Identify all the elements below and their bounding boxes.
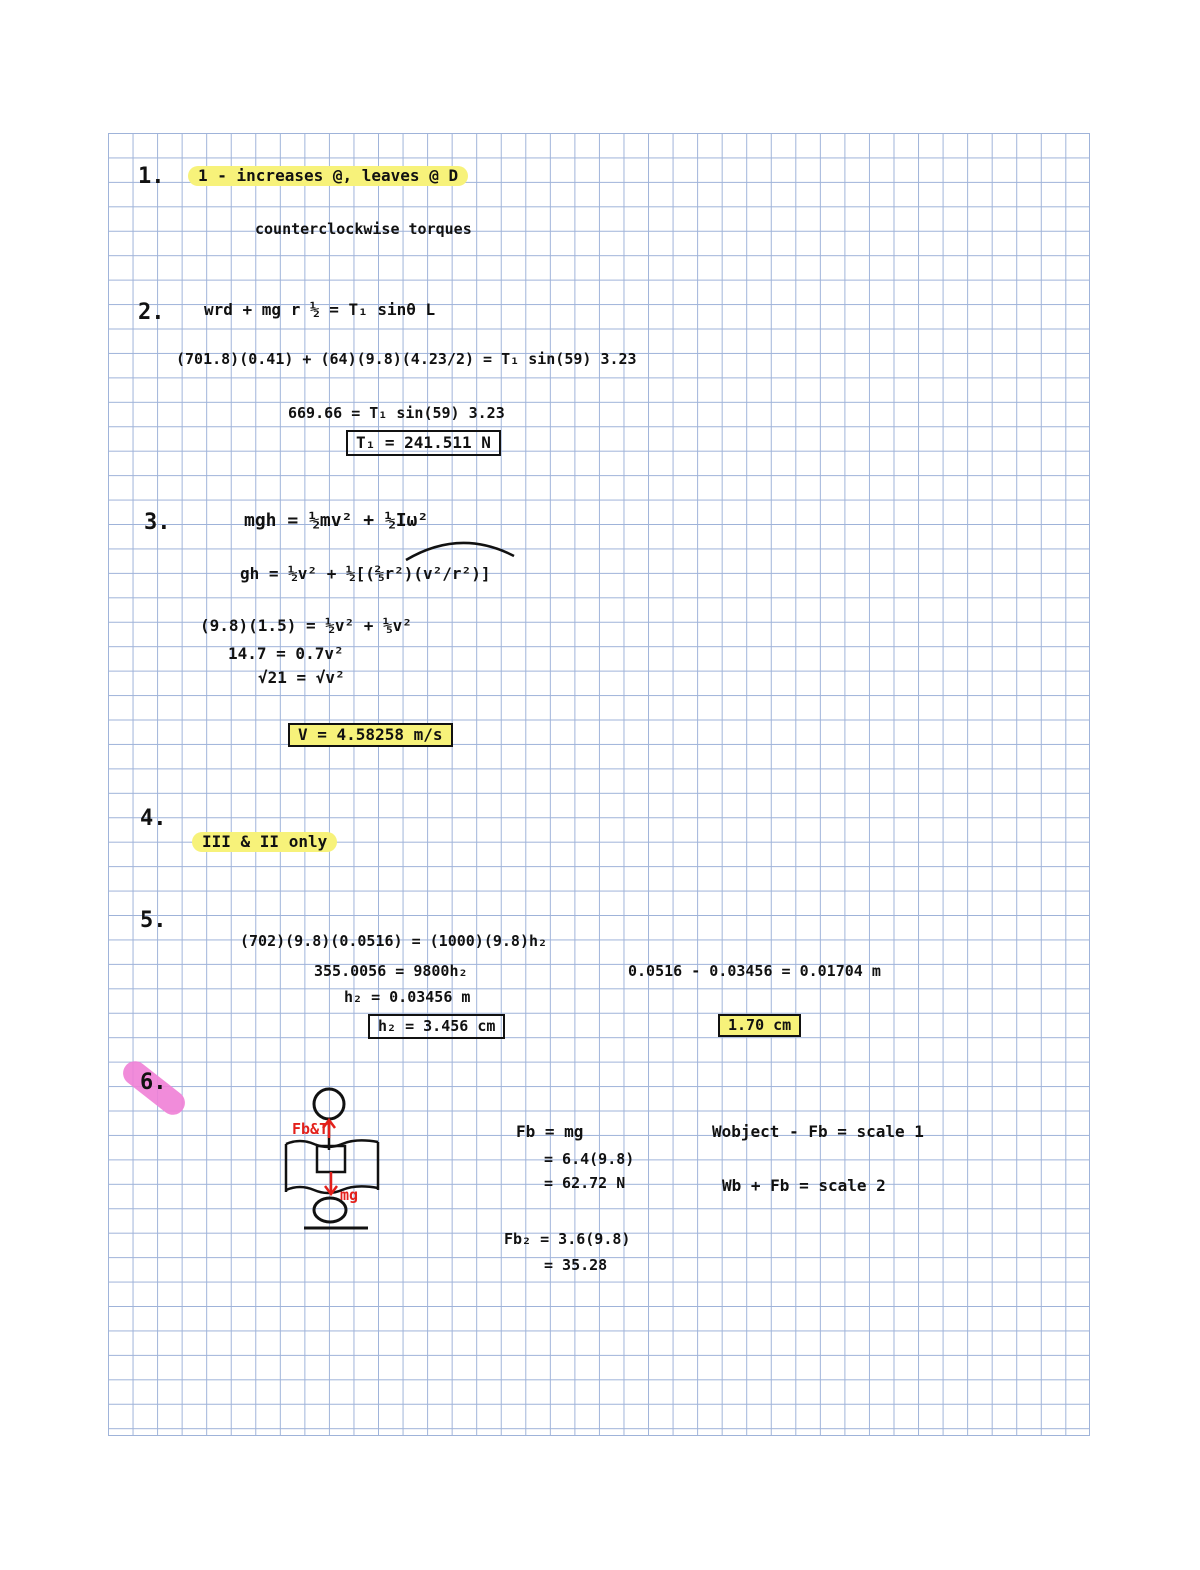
problem-6-fb2-eq-2: = 35.28 [544,1256,608,1274]
problem-3-equation-4: 14.7 = 0.7v² [228,644,344,663]
problem-3-equation-2: gh = ½v² + ½[(⅖r²)(v²/r²)] [240,564,491,583]
problem-5-side-equation: 0.0516 - 0.03456 = 0.01704 m [628,962,881,980]
problem-2-equation-2: (701.8)(0.41) + (64)(9.8)(4.23/2) = T₁ sin(59) 3.23 [176,350,637,368]
problem-5-number: 5. [140,908,167,933]
problem-1-note: counterclockwise torques [255,220,472,238]
problem-6-fb-eq-3: = 62.72 N [544,1174,626,1192]
problem-6-fb2-eq-1: Fb₂ = 3.6(9.8) [504,1230,631,1248]
diagram-label-mg: mg [340,1186,359,1204]
problem-5-equation-1: (702)(9.8)(0.0516) = (1000)(9.8)h₂ [240,932,548,950]
problem-4-number: 4. [140,806,167,831]
problem-2-number: 2. [138,300,165,325]
problem-3-cancel-arc [400,534,520,564]
problem-6-fb-eq-2: = 6.4(9.8) [544,1150,635,1168]
problem-6-number: 6. [140,1070,167,1095]
problem-5-answer-box: h₂ = 3.456 cm [368,1014,505,1039]
problem-2-answer-box: T₁ = 241.511 N [346,430,501,456]
problem-3-equation-3: (9.8)(1.5) = ½v² + ⅕v² [200,616,412,635]
problem-3-equation-1: mgh = ½mv² + ½Iω² [244,510,429,531]
top-scale-icon [314,1089,344,1119]
problem-1-answer: 1 - increases @, leaves @ D [188,166,468,186]
scale-diagram [280,1082,390,1238]
problem-4-answer: III & II only [192,832,337,852]
problem-6-scale-eq-2: Wb + Fb = scale 2 [722,1176,886,1195]
problem-6-scale-eq-1: Wobject - Fb = scale 1 [712,1122,924,1141]
submerged-block [317,1146,345,1172]
problem-3-equation-5: √21 = √v² [258,668,345,687]
problem-3-number: 3. [144,510,171,535]
problem-5-equation-2: 355.0056 = 9800h₂ [314,962,468,980]
problem-5-side-answer: 1.70 cm [718,1014,801,1037]
problem-3-answer-box: V = 4.58258 m/s [288,723,453,747]
diagram-label-fb-t: Fb&T [292,1120,329,1138]
problem-6-fb-eq-1: Fb = mg [516,1122,584,1141]
problem-2-equation-1: wrd + mg r ½ = T₁ sinθ L [204,300,436,319]
problem-1-number: 1. [138,164,165,189]
problem-5-equation-3: h₂ = 0.03456 m [344,988,471,1006]
problem-2-equation-3: 669.66 = T₁ sin(59) 3.23 [288,404,505,422]
